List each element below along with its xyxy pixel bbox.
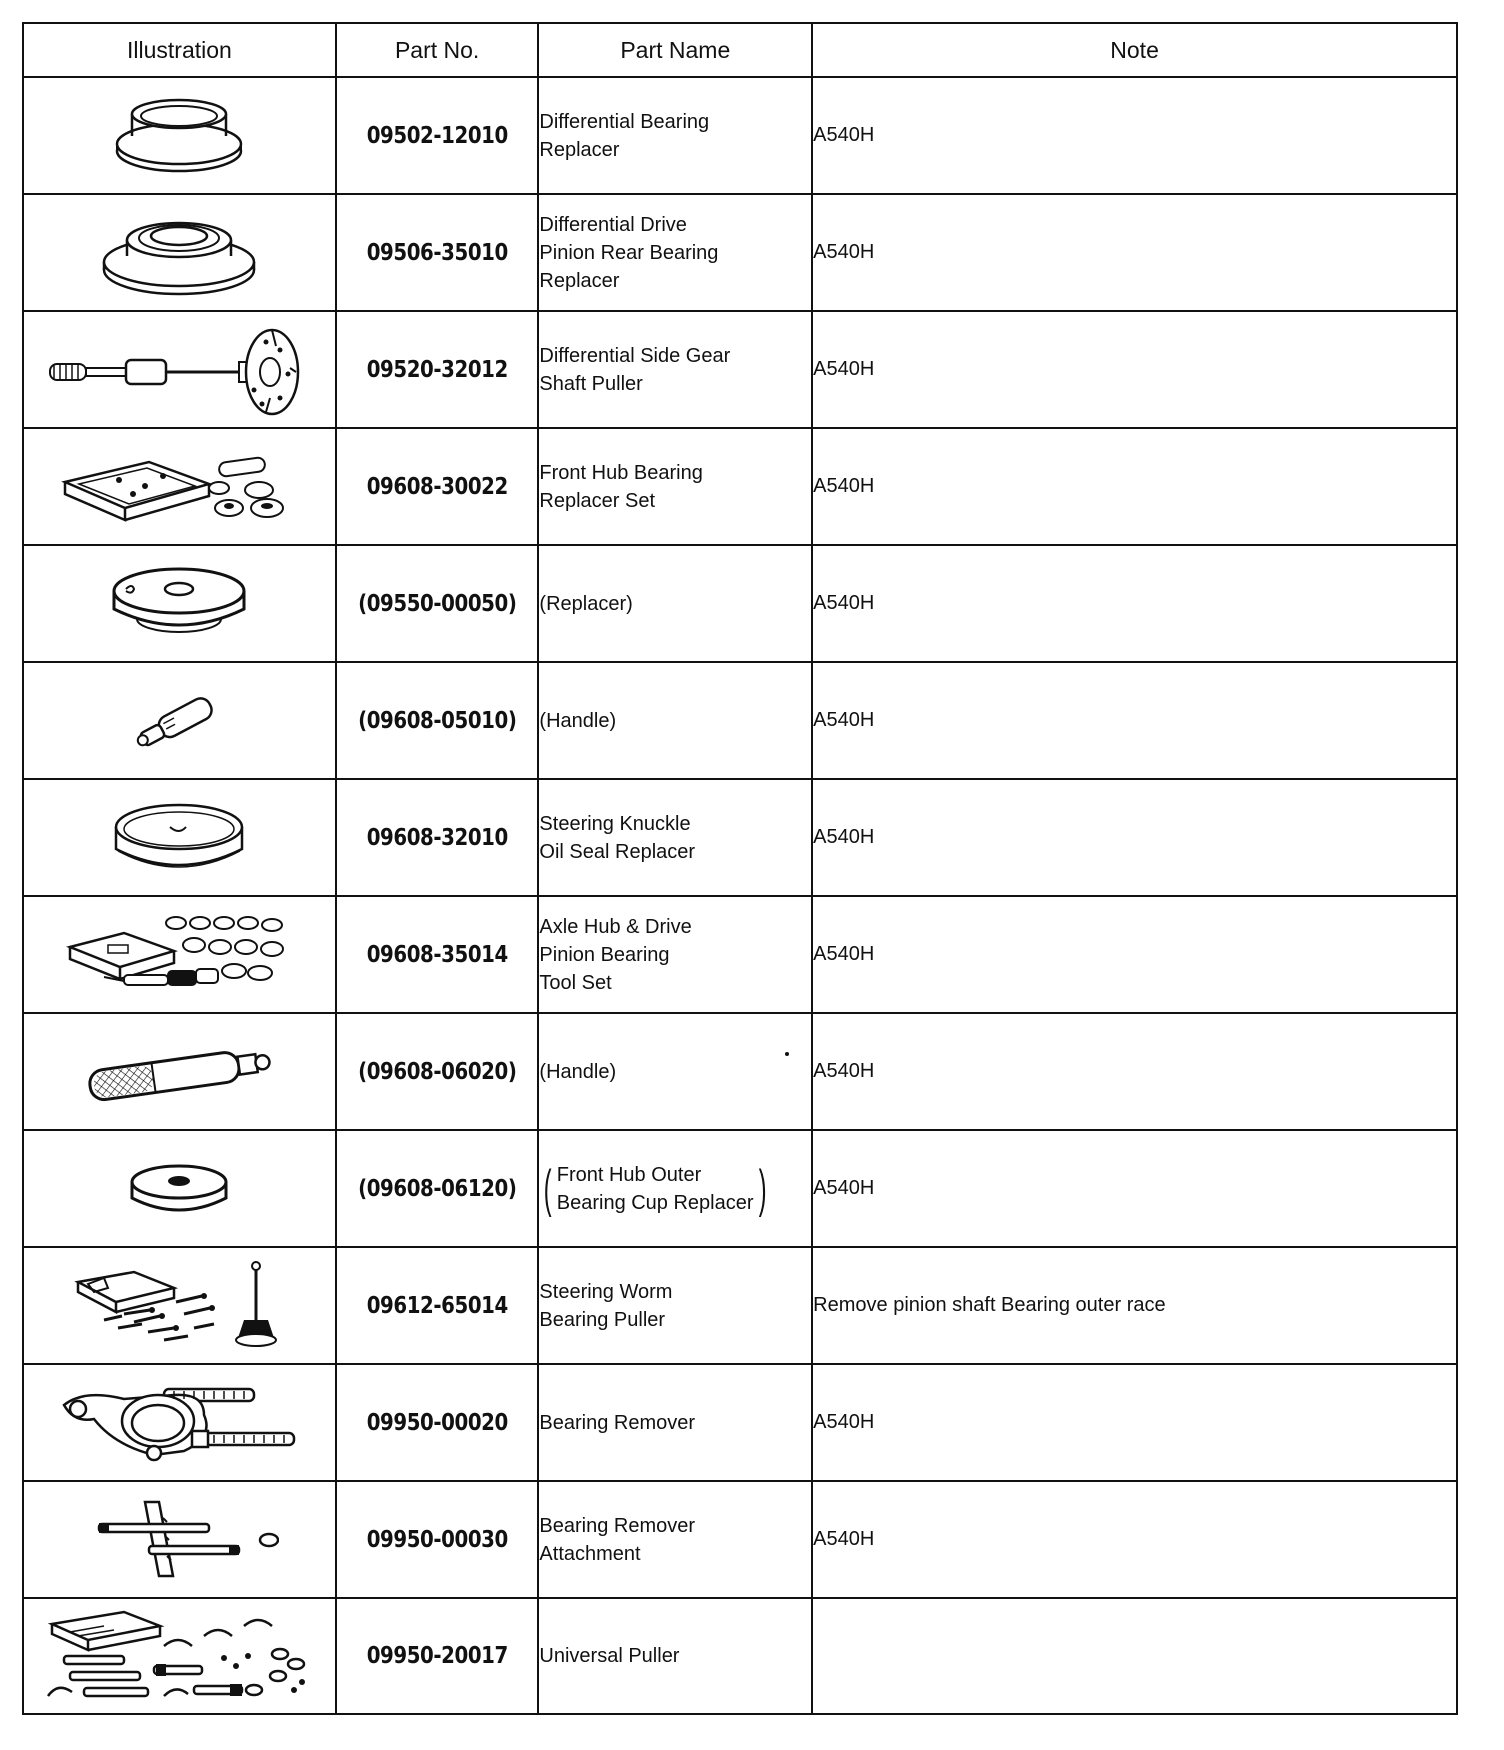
part-name [538,194,812,311]
header-part-no: Part No. [336,23,539,77]
part-name-line: Steering Worm [539,1280,673,1303]
illustration-cell [23,1364,336,1481]
worm-bearing-puller-icon [64,1258,294,1353]
bearing-remover-icon [54,1375,304,1470]
part-number: 09612-65014 [350,1247,524,1364]
remover-attachment-icon [79,1492,279,1587]
part-name [538,779,812,896]
note: A540H [812,896,1457,1013]
illustration-cell [23,1130,336,1247]
part-number: 09950-20017 [350,1598,524,1714]
part-number: (09608-06120) [350,1130,524,1247]
part-name [538,1013,812,1130]
table-row [23,662,1457,779]
part-name-line: Axle Hub & Drive [539,915,692,938]
part-number: (09608-06020) [350,1013,524,1130]
header-illustration: Illustration [23,23,336,77]
illustration-cell [23,1247,336,1364]
table-row [23,896,1457,1013]
illustration-cell [23,311,336,428]
knurled-handle-icon [79,1037,279,1107]
note [812,1598,1457,1714]
illustration-cell [23,545,336,662]
short-handle-icon [124,686,234,756]
special-tools-sheet [22,22,1458,1722]
part-number: 09506-35010 [350,194,524,311]
note: A540H [812,662,1457,779]
table-row [23,779,1457,896]
part-name-line: Tool Set [539,971,612,994]
header-part-name: Part Name [538,23,812,77]
part-name [538,662,812,779]
part-number: 09950-00020 [350,1364,524,1481]
part-number: 09502-12010 [350,77,524,194]
part-name-line: Steering Knuckle [539,812,691,835]
part-name-line: Bearing Remover [539,1411,696,1434]
table-header-row [23,23,1457,77]
table-row [23,77,1457,194]
table-row [23,194,1457,311]
note: A540H [812,779,1457,896]
note: A540H [812,1130,1457,1247]
note: A540H [812,311,1457,428]
pinion-bearing-replacer-icon [94,208,264,298]
part-name [538,1481,812,1598]
part-name-line: Replacer [539,269,620,292]
bearing-replacer-ring-icon [104,96,254,176]
slide-hammer-puller-icon [44,320,314,420]
replacer-disc-icon [104,559,254,649]
note: A540H [812,194,1457,311]
part-name-line: (Handle) [539,709,617,732]
illustration-cell [23,1013,336,1130]
cup-replacer-disc-icon [124,1154,234,1224]
table-row [23,1130,1457,1247]
table-row [23,428,1457,545]
stray-dot [785,1052,789,1056]
note: A540H [812,1013,1457,1130]
table-row [23,1598,1457,1714]
part-number: (09550-00050) [350,545,524,662]
special-tools-table [22,22,1458,1715]
part-name-line: Pinion Bearing [539,943,670,966]
part-name-line: Bearing Cup Replacer [556,1191,754,1214]
note: A540H [812,545,1457,662]
part-number: 09608-32010 [350,779,524,896]
part-name-line: Differential Bearing [539,110,710,133]
part-name-line: Front Hub Bearing [539,461,703,484]
note: A540H [812,1364,1457,1481]
illustration-cell [23,779,336,896]
part-name-line: Replacer [539,138,620,161]
illustration-cell [23,428,336,545]
illustration-cell [23,1598,336,1714]
part-name-line: (Handle) [539,1060,617,1083]
table-row [23,1364,1457,1481]
part-name-line: Replacer Set [539,489,656,512]
part-name [538,1130,812,1247]
part-number: 09608-30022 [350,428,524,545]
universal-puller-icon [44,1606,314,1706]
part-name [538,428,812,545]
part-number: 09608-35014 [350,896,524,1013]
tool-set-case-icon [64,907,294,1002]
header-note: Note [812,23,1457,77]
part-name-line: Differential Drive [539,213,687,236]
part-name [538,311,812,428]
part-name-line: (Replacer) [539,592,633,615]
close-bracket: ) [758,1159,767,1218]
part-name-line: Attachment [539,1542,641,1565]
illustration-cell [23,194,336,311]
note: A540H [812,77,1457,194]
part-name [538,545,812,662]
replacer-set-case-icon [59,442,299,532]
part-name-line: Pinion Rear Bearing [539,241,719,264]
illustration-cell [23,662,336,779]
open-bracket: ( [544,1159,552,1218]
part-number: 09950-00030 [350,1481,524,1598]
table-row [23,1013,1457,1130]
part-name [538,896,812,1013]
part-name-line: Shaft Puller [539,372,643,395]
illustration-cell [23,1481,336,1598]
table-row [23,545,1457,662]
part-name-line: Oil Seal Replacer [539,840,696,863]
part-number: (09608-05010) [350,662,524,779]
table-row [23,1247,1457,1364]
part-name-line: Differential Side Gear [539,344,731,367]
part-name-line: Bearing Puller [539,1308,666,1331]
part-name [538,1247,812,1364]
table-row [23,1481,1457,1598]
bracketed-name [539,1161,770,1217]
note: A540H [812,1481,1457,1598]
note: A540H [812,428,1457,545]
part-name-line: Bearing Remover [539,1514,696,1537]
part-number: 09520-32012 [350,311,524,428]
oil-seal-replacer-icon [104,793,254,883]
illustration-cell [23,77,336,194]
part-name [538,77,812,194]
part-name [538,1364,812,1481]
part-name-line: Front Hub Outer [556,1163,702,1186]
part-name-line: Universal Puller [539,1645,680,1667]
part-name [538,1598,812,1714]
note: Remove pinion shaft Bearing outer race [812,1247,1457,1364]
table-row [23,311,1457,428]
illustration-cell [23,896,336,1013]
